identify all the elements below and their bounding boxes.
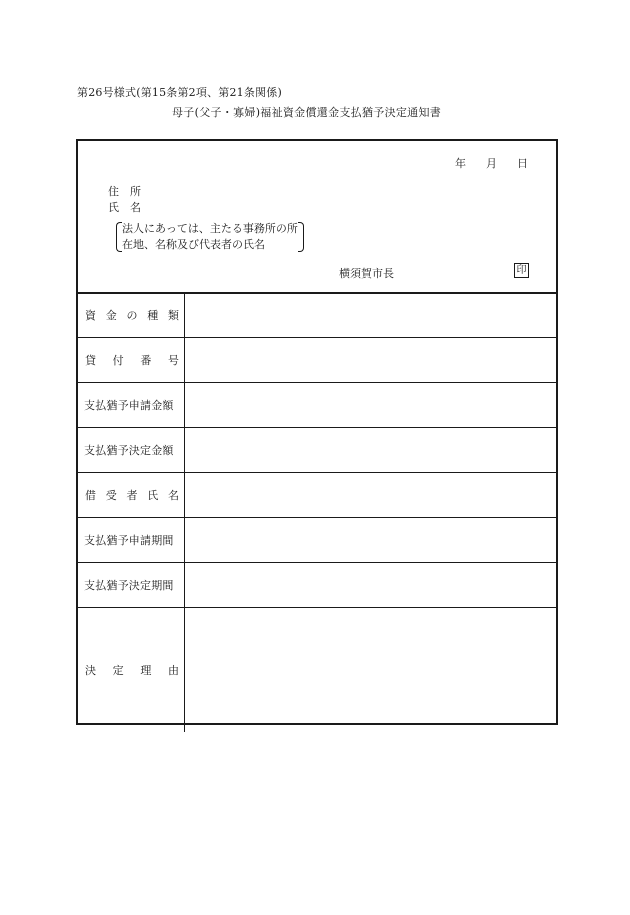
deferral-request-amount-label: 支払猶予申請金額 — [78, 383, 185, 427]
label-char: 受 — [105, 489, 117, 502]
label-char: 番 — [140, 354, 152, 367]
label-char: 種 — [147, 309, 159, 322]
seal-mark: 印 — [514, 263, 529, 278]
label-char: 氏 — [147, 489, 159, 502]
label-char: 金 — [105, 309, 117, 322]
header-section — [78, 141, 556, 294]
label-char: 由 — [167, 664, 179, 677]
corporation-note-line1: 法人にあっては、主たる事務所の所 — [122, 222, 298, 235]
label-char: 理 — [140, 664, 152, 677]
address-label: 住 所 — [108, 185, 141, 198]
corporation-note-line2: 在地、名称及び代表者の氏名 — [122, 238, 265, 251]
borrower-name-label — [78, 473, 185, 517]
deferral-decision-amount-field[interactable] — [185, 428, 556, 472]
table-row — [78, 518, 556, 563]
deferral-decision-period-label: 支払猶予決定期間 — [78, 563, 185, 607]
table-row — [78, 563, 556, 608]
table-row — [78, 293, 556, 338]
label-char: 者 — [126, 489, 138, 502]
deferral-request-period-field[interactable] — [185, 518, 556, 562]
label-char: の — [126, 309, 138, 322]
label-char: 号 — [167, 354, 179, 367]
loan-number-label — [78, 338, 185, 382]
decision-reason-field[interactable] — [185, 608, 556, 732]
label-char: 付 — [112, 354, 124, 367]
label-char: 決 — [85, 664, 96, 677]
date-day-label: 日 — [517, 157, 528, 170]
issuer-mayor: 横須賀市長 — [339, 267, 394, 280]
date-line — [455, 155, 528, 171]
document-title: 母子(父子・寡婦)福祉資金償還金支払猶予決定通知書 — [172, 106, 442, 119]
decision-reason-label — [78, 608, 185, 732]
table-row — [78, 608, 556, 732]
notice-form — [76, 139, 558, 725]
deferral-request-period-label: 支払猶予申請期間 — [78, 518, 185, 562]
label-char: 借 — [85, 489, 96, 502]
label-char: 定 — [112, 664, 124, 677]
form-reference: 第26号様式(第15条第2項、第21条関係) — [77, 86, 282, 99]
deferral-request-amount-field[interactable] — [185, 383, 556, 427]
date-year-label: 年 — [455, 157, 466, 170]
loan-number-field[interactable] — [185, 338, 556, 382]
label-char: 資 — [85, 309, 96, 322]
label-char: 類 — [168, 309, 179, 322]
date-month-label: 月 — [486, 157, 497, 170]
borrower-name-field[interactable] — [185, 473, 556, 517]
label-char: 名 — [168, 489, 179, 502]
deferral-decision-amount-label: 支払猶予決定金額 — [78, 428, 185, 472]
deferral-decision-period-field[interactable] — [185, 563, 556, 607]
fund-type-field[interactable] — [185, 293, 556, 337]
label-char: 貸 — [85, 354, 96, 367]
table-row — [78, 383, 556, 428]
name-label: 氏 名 — [108, 201, 141, 214]
table-row — [78, 473, 556, 518]
table-row — [78, 428, 556, 473]
table-row — [78, 338, 556, 383]
corporation-note — [116, 221, 304, 253]
recipient-block — [108, 184, 141, 216]
form-rows — [78, 293, 556, 732]
fund-type-label — [78, 293, 185, 337]
